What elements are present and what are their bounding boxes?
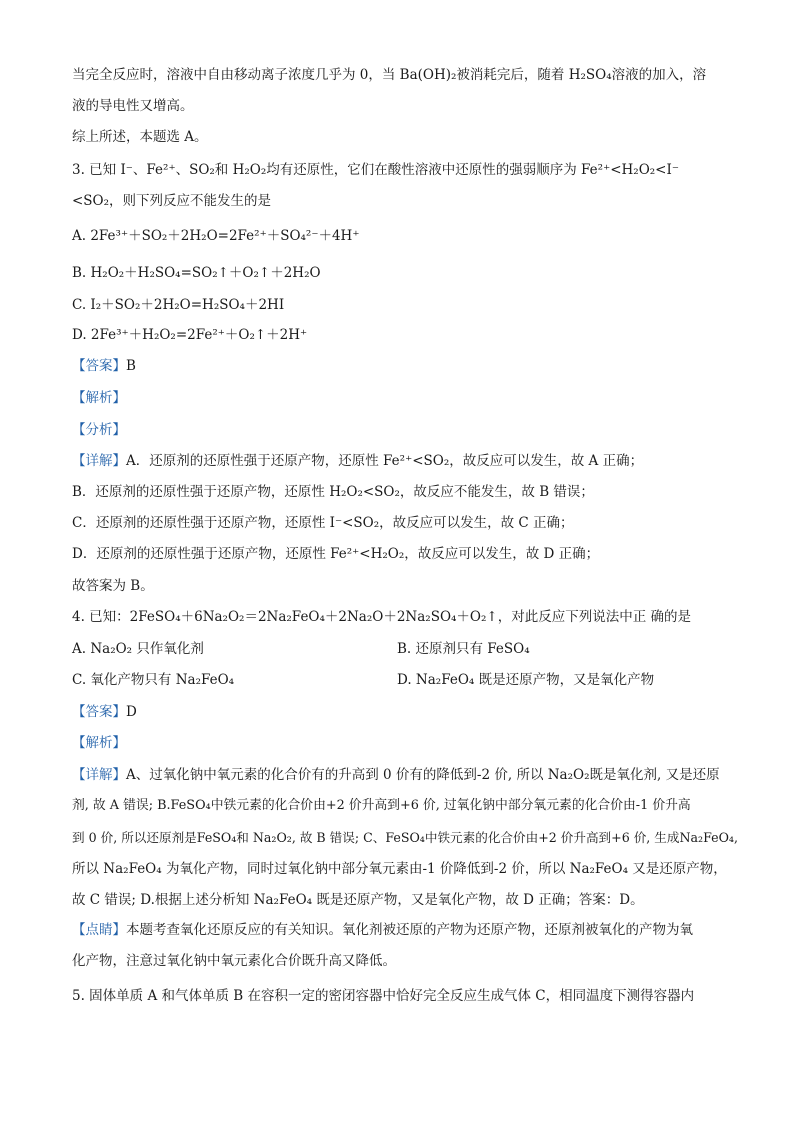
detail-line: 所以 Na₂FeO₄ 为氧化产物，同时过氧化钠中部分氧元素由-1 价降低到-2 价，所以 Na₂FeO₄ 又是还原产物， xyxy=(72,861,727,877)
fenxi-tag: 【分析】 xyxy=(72,422,126,438)
answer-value: B xyxy=(126,358,136,374)
tip-line xyxy=(72,921,693,939)
analysis-tag: 【解析】 xyxy=(72,735,126,751)
question-3-stem: <SO₂，则下列反应不能发生的是 xyxy=(72,193,272,209)
option-a: A. Na₂O₂ 只作氧化剂 xyxy=(72,641,204,657)
option-b: B. 还原剂只有 FeSO₄ xyxy=(397,641,530,657)
question-3-stem: 3. 已知 I⁻、Fe²⁺、SO₂和 H₂O₂均有还原性，它们在酸性溶液中还原性的强弱顺序为 Fe²⁺<H₂O₂<I⁻ xyxy=(72,162,679,178)
text-line: 综上所述，本题选 A。 xyxy=(72,129,208,145)
detail-text: A、过氧化钠中氧元素的化合价有的升高到 0 价有的降低到-2 价, 所以 Na₂O₂既是氧化剂, 又是还原 xyxy=(126,767,720,783)
detail-tag: 【详解】 xyxy=(72,767,126,783)
conclusion-line: 故答案为 B。 xyxy=(72,578,154,594)
detail-line: 故 C 错误; D.根据上述分析知 Na₂FeO₄ 既是还原产物，又是氧化产物，故 D 正确；答案：D。 xyxy=(72,892,644,908)
detail-text: A．还原剂的还原性强于还原产物，还原性 Fe²⁺<SO₂，故反应可以发生，故 A 正确； xyxy=(126,453,644,469)
detail-line: 剂, 故 A 错误; B.FeSO₄中铁元素的化合价由+2 价升高到+6 价, 过氧化钠中部分氧元素的化合价由-1 价升高 xyxy=(72,798,691,813)
option-c: C. I₂＋SO₂＋2H₂O=H₂SO₄＋2HI xyxy=(72,297,285,313)
detail-line: 到 0 价, 所以还原剂是FeSO₄和 Na₂O₂, 故 B 错误; C、FeSO₄中铁元素的化合价由+2 价升高到+6 价, 生成Na₂FeO₄, xyxy=(72,830,738,845)
option-a: A. 2Fe³⁺＋SO₂＋2H₂O=2Fe²⁺＋SO₄²⁻＋4H⁺ xyxy=(72,228,360,244)
text-line: 液的导电性又增高。 xyxy=(72,98,194,114)
detail-line xyxy=(72,766,720,784)
question-4-stem: 4. 已知：2FeSO₄＋6Na₂O₂＝2Na₂FeO₄＋2Na₂O＋2Na₂SO₄＋O₂↑，对此反应下列说法中正 确的是 xyxy=(72,609,692,625)
tip-text: 本题考查氧化还原反应的有关知识。氧化剂被还原的产物为还原产物，还原剂被氧化的产物为氧 xyxy=(126,922,693,938)
option-d: D. Na₂FeO₄ 既是还原产物，又是氧化产物 xyxy=(397,672,655,688)
detail-line: D．还原剂的还原性强于还原产物，还原性 Fe²⁺<H₂O₂，故反应可以发生，故 D 正确； xyxy=(72,546,600,562)
text-line: 当完全反应时，溶液中自由移动离子浓度几乎为 0，当 Ba(OH)₂被消耗完后，随着 H₂SO₄溶液的加入，溶 xyxy=(72,67,707,83)
question-5-stem: 5. 固体单质 A 和气体单质 B 在容积一定的密闭容器中恰好完全反应生成气体 C，相同温度下测得容器内 xyxy=(72,988,695,1004)
tip-line: 化产物，注意过氧化钠中氧元素化合价既升高又降低。 xyxy=(72,953,396,969)
answer-tag: 【答案】 xyxy=(72,358,126,374)
option-d: D. 2Fe³⁺＋H₂O₂=2Fe²⁺＋O₂↑＋2H⁺ xyxy=(72,327,308,343)
answer-value: D xyxy=(126,704,137,720)
option-c: C. 氧化产物只有 Na₂FeO₄ xyxy=(72,672,235,688)
detail-tag: 【详解】 xyxy=(72,453,126,469)
answer-line xyxy=(72,703,137,721)
detail-line: C．还原剂的还原性强于还原产物，还原性 I⁻<SO₂，故反应可以发生，故 C 正确； xyxy=(72,515,574,531)
answer-line xyxy=(72,357,136,375)
analysis-tag: 【解析】 xyxy=(72,390,126,406)
detail-line: B．还原剂的还原性强于还原产物，还原性 H₂O₂<SO₂，故反应不能发生，故 B 错误； xyxy=(72,484,594,500)
detail-line xyxy=(72,452,643,470)
option-b: B. H₂O₂＋H₂SO₄=SO₂↑＋O₂↑＋2H₂O xyxy=(72,265,321,281)
tip-tag: 【点睛】 xyxy=(72,922,126,938)
answer-tag: 【答案】 xyxy=(72,704,126,720)
